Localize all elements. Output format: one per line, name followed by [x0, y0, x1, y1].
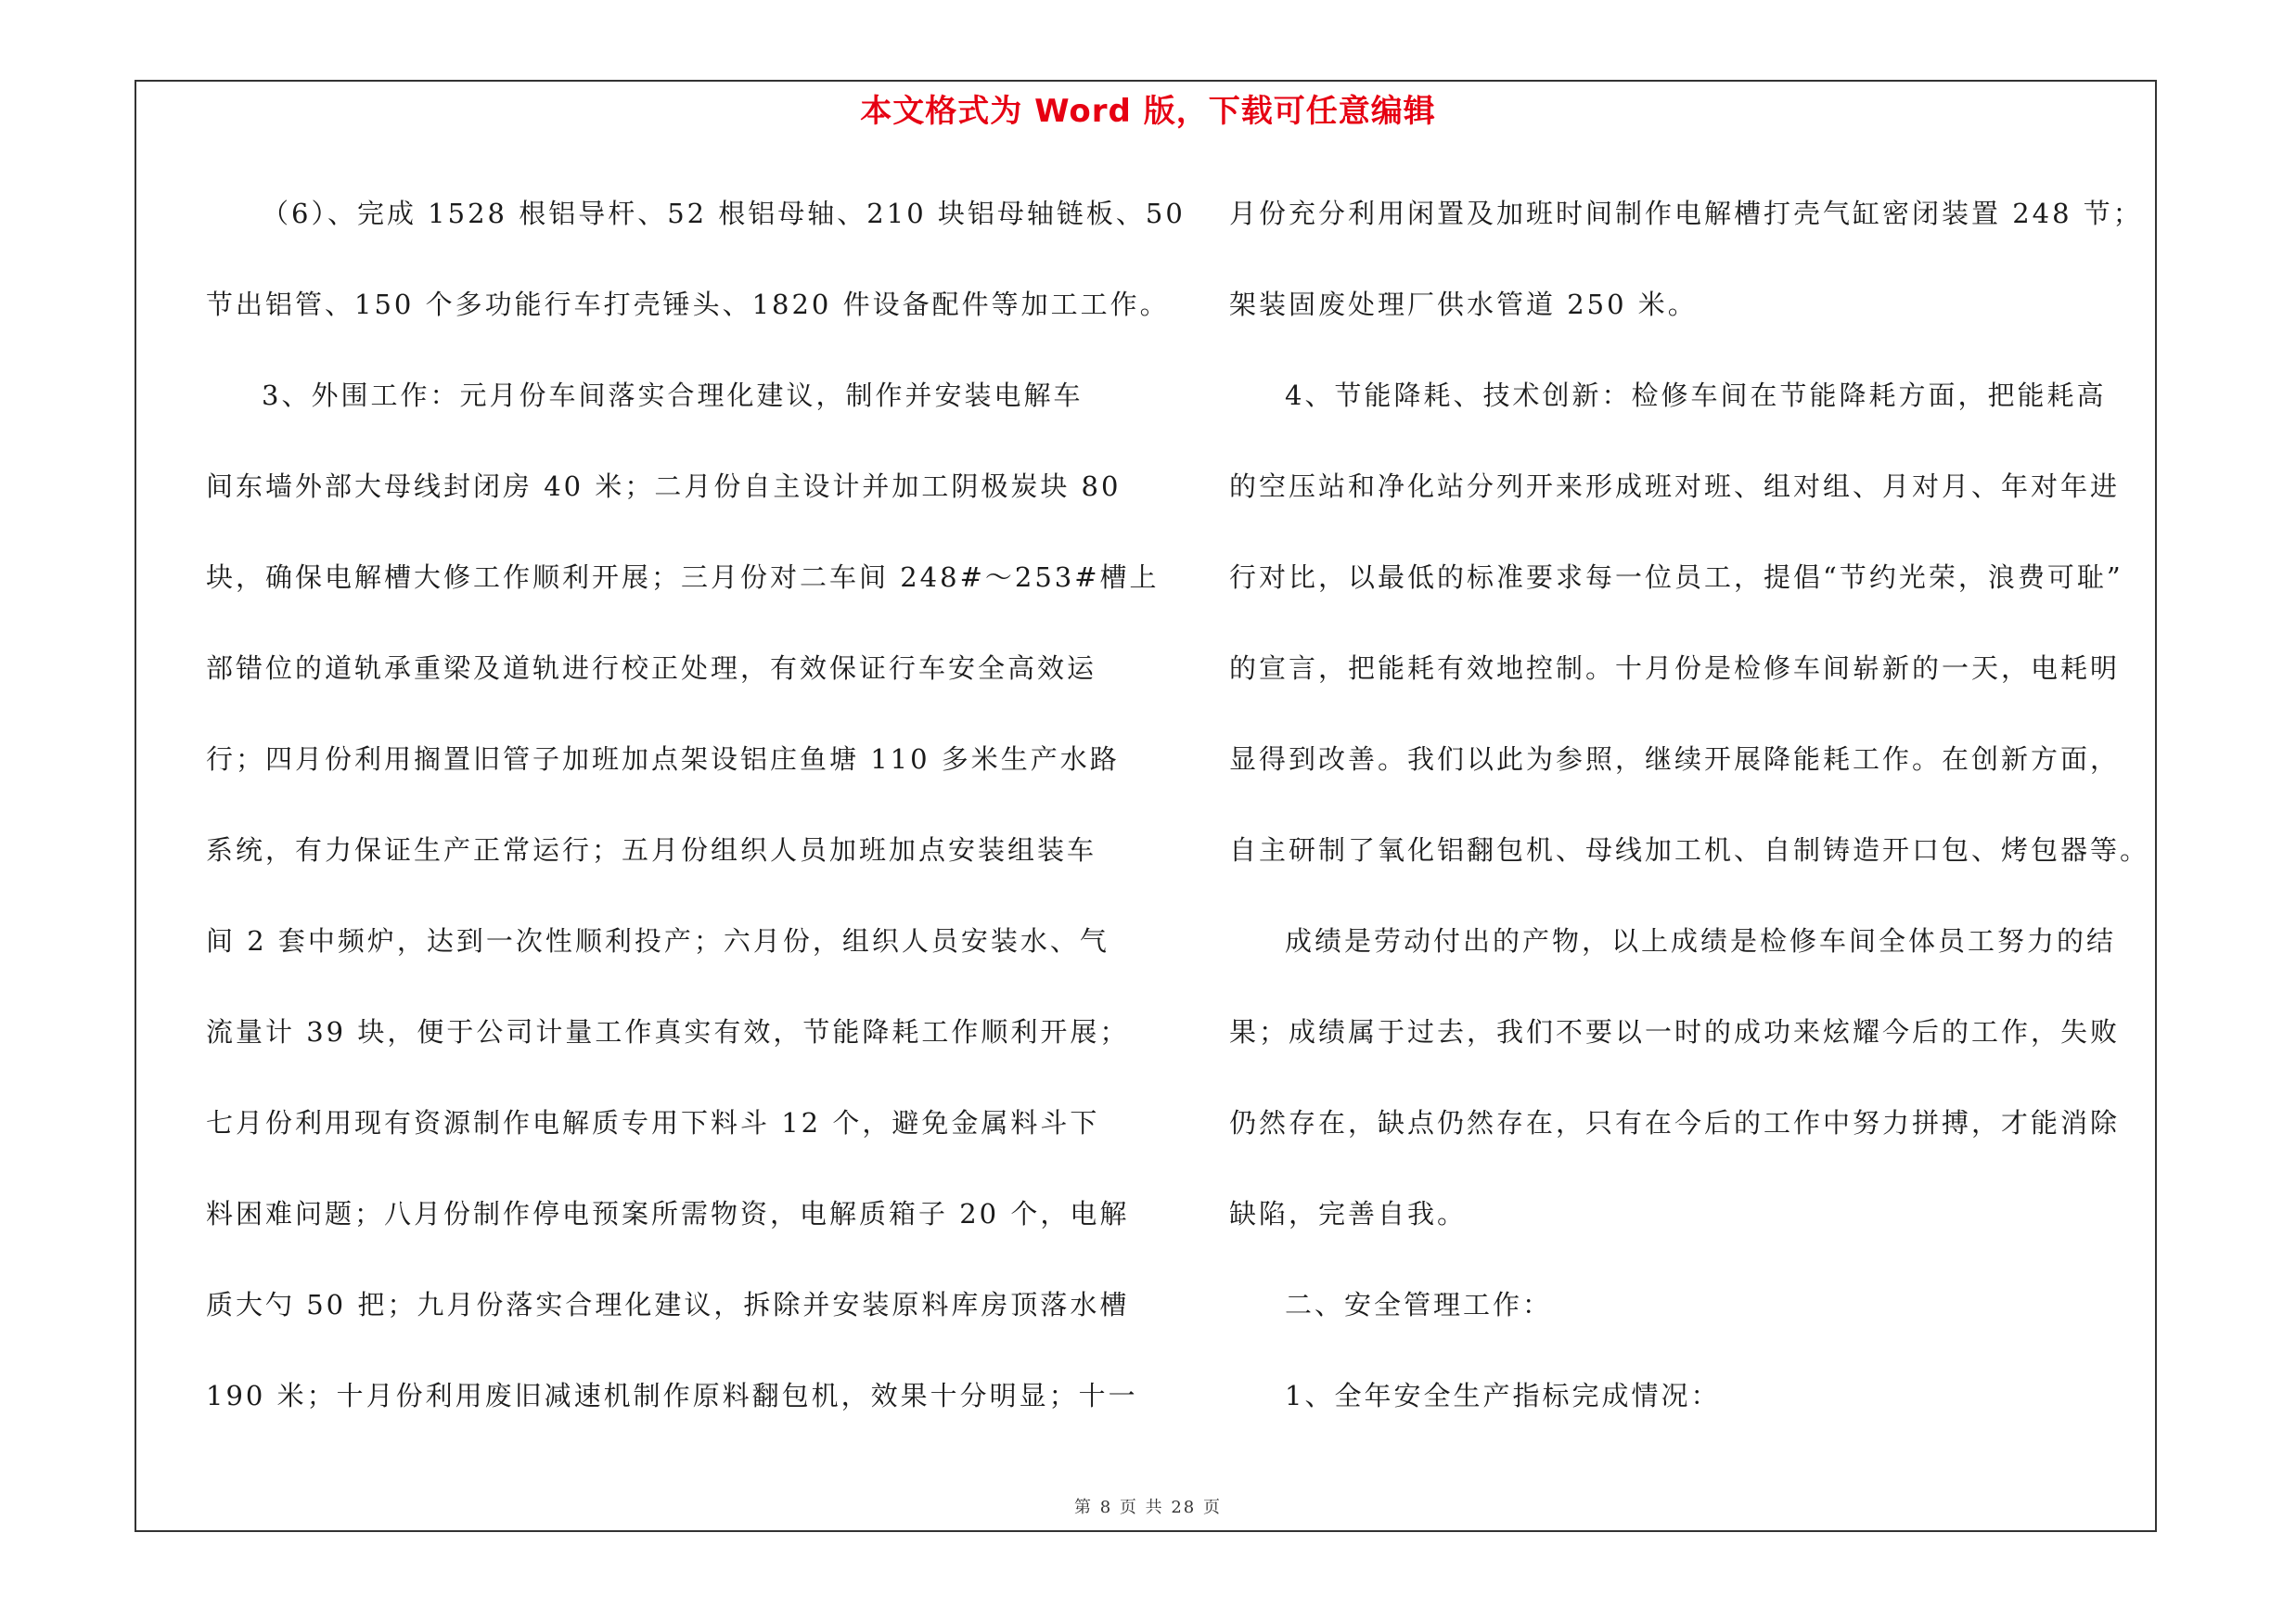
text-line: 190 米；十月份利用废旧减速机制作原料翻包机，效果十分明显；十一 — [206, 1380, 1138, 1411]
text-line: 块，确保电解槽大修工作顺利开展；三月份对二车间 248#～253#槽上 — [206, 561, 1160, 593]
text-line: 仍然存在，缺点仍然存在，只有在今后的工作中努力拼搏，才能消除 — [1229, 1107, 2121, 1139]
text-line: 行对比，以最低的标准要求每一位员工，提倡“节约光荣，浪费可耻” — [1229, 561, 2123, 593]
text-line: 系统，有力保证生产正常运行；五月份组织人员加班加点安装组装车 — [206, 834, 1097, 866]
text-line: 的宣言，把能耗有效地控制。十月份是检修车间崭新的一天，电耗明 — [1229, 652, 2121, 684]
text-line: 月份充分利用闲置及加班时间制作电解槽打壳气缸密闭装置 248 节； — [1229, 198, 2143, 229]
text-line: 3、外围工作：元月份车间落实合理化建议，制作并安装电解车 — [262, 380, 1084, 411]
text-line: 成绩是劳动付出的产物，以上成绩是检修车间全体员工努力的结 — [1285, 925, 2117, 957]
text-line: 显得到改善。我们以此为参照，继续开展降能耗工作。在创新方面， — [1229, 743, 2121, 775]
text-line: 果；成绩属于过去，我们不要以一时的成功来炫耀今后的工作，失败 — [1229, 1016, 2121, 1048]
page-number: 第 8 页 共 28 页 — [1074, 1498, 1222, 1517]
text-line: 节出铝管、150 个多功能行车打壳锤头、1820 件设备配件等加工工作。 — [206, 289, 1170, 320]
banner-title: 本文格式为 Word 版，下载可任意编辑 — [860, 93, 1436, 130]
text-line: 架装固废处理厂供水管道 250 米。 — [1229, 289, 1698, 320]
text-line: 料困难问题；八月份制作停电预案所需物资，电解质箱子 20 个，电解 — [206, 1198, 1130, 1230]
text-line: 间东墙外部大母线封闭房 40 米；二月份自主设计并加工阴极炭块 80 — [206, 470, 1122, 502]
section-heading: 二、安全管理工作： — [1285, 1289, 1553, 1320]
text-line: 4、节能降耗、技术创新：检修车间在节能降耗方面，把能耗高 — [1285, 380, 2107, 411]
subsection-heading: 1、全年安全生产指标完成情况： — [1285, 1380, 1721, 1411]
text-line: 质大勺 50 把；九月份落实合理化建议，拆除并安装原料库房顶落水槽 — [206, 1289, 1130, 1320]
text-line: 流量计 39 块，便于公司计量工作真实有效，节能降耗工作顺利开展； — [206, 1016, 1130, 1048]
text-line: 行；四月份利用搁置旧管子加班加点架设铝庄鱼塘 110 多米生产水路 — [206, 743, 1120, 775]
text-line: 间 2 套中频炉，达到一次性顺利投产；六月份，组织人员安装水、气 — [206, 925, 1110, 957]
text-line: 七月份利用现有资源制作电解质专用下料斗 12 个，避免金属料斗下 — [206, 1107, 1100, 1139]
text-line: 缺陷，完善自我。 — [1229, 1198, 1468, 1230]
text-line: 部错位的道轨承重梁及道轨进行校正处理，有效保证行车安全高效运 — [206, 652, 1097, 684]
text-line: 自主研制了氧化铝翻包机、母线加工机、自制铸造开口包、烤包器等。 — [1229, 834, 2150, 866]
text-line: （6）、完成 1528 根铝导杆、52 根铝母轴、210 块铝母轴链板、50 — [262, 198, 1186, 229]
text-line: 的空压站和净化站分列开来形成班对班、组对组、月对月、年对年进 — [1229, 470, 2121, 502]
